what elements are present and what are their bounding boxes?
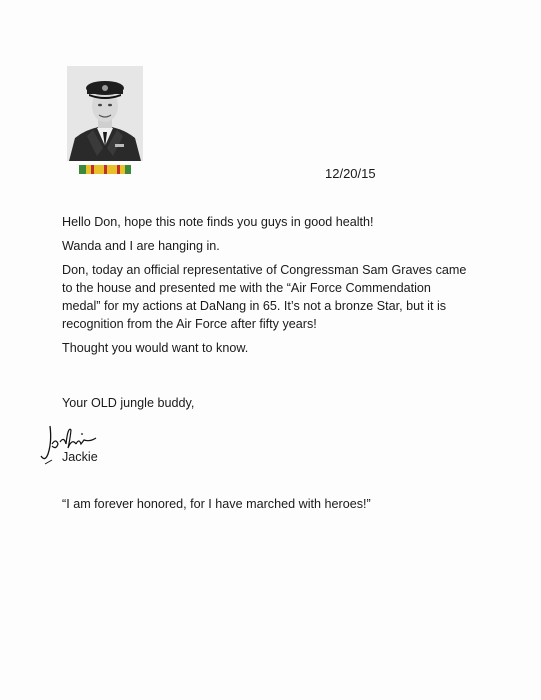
paragraph-2: Wanda and I are hanging in. — [62, 239, 220, 253]
closing-quote: “I am forever honored, for I have marched with heroes!” — [62, 497, 371, 511]
ribbon-stripe — [79, 165, 86, 174]
paragraph-3-line: to the house and presented me with the “Air Force Commendation — [62, 281, 431, 295]
ribbon-stripe — [125, 165, 131, 174]
greeting: Hello Don, hope this note finds you guys in good health! — [62, 215, 374, 229]
letter-body — [62, 213, 482, 363]
service-ribbon — [79, 165, 131, 174]
paragraph-3-line: Don, today an official representative of Congressman Sam Graves came — [62, 263, 467, 277]
ribbon-stripe — [94, 165, 104, 174]
ribbon-stripe — [107, 165, 117, 174]
paragraph-3-line: recognition from the Air Force after fifty years! — [62, 317, 317, 331]
signed-name: Jackie — [62, 450, 98, 464]
paragraph-3 — [62, 261, 482, 333]
closing: Your OLD jungle buddy, — [62, 396, 195, 410]
soldier-portrait-photo — [67, 66, 143, 161]
paragraph-4: Thought you would want to know. — [62, 341, 249, 355]
paragraph-3-line: medal” for my actions at DaNang in 65. It’s not a bronze Star, but it is — [62, 299, 447, 313]
letter-date: 12/20/15 — [325, 166, 376, 181]
